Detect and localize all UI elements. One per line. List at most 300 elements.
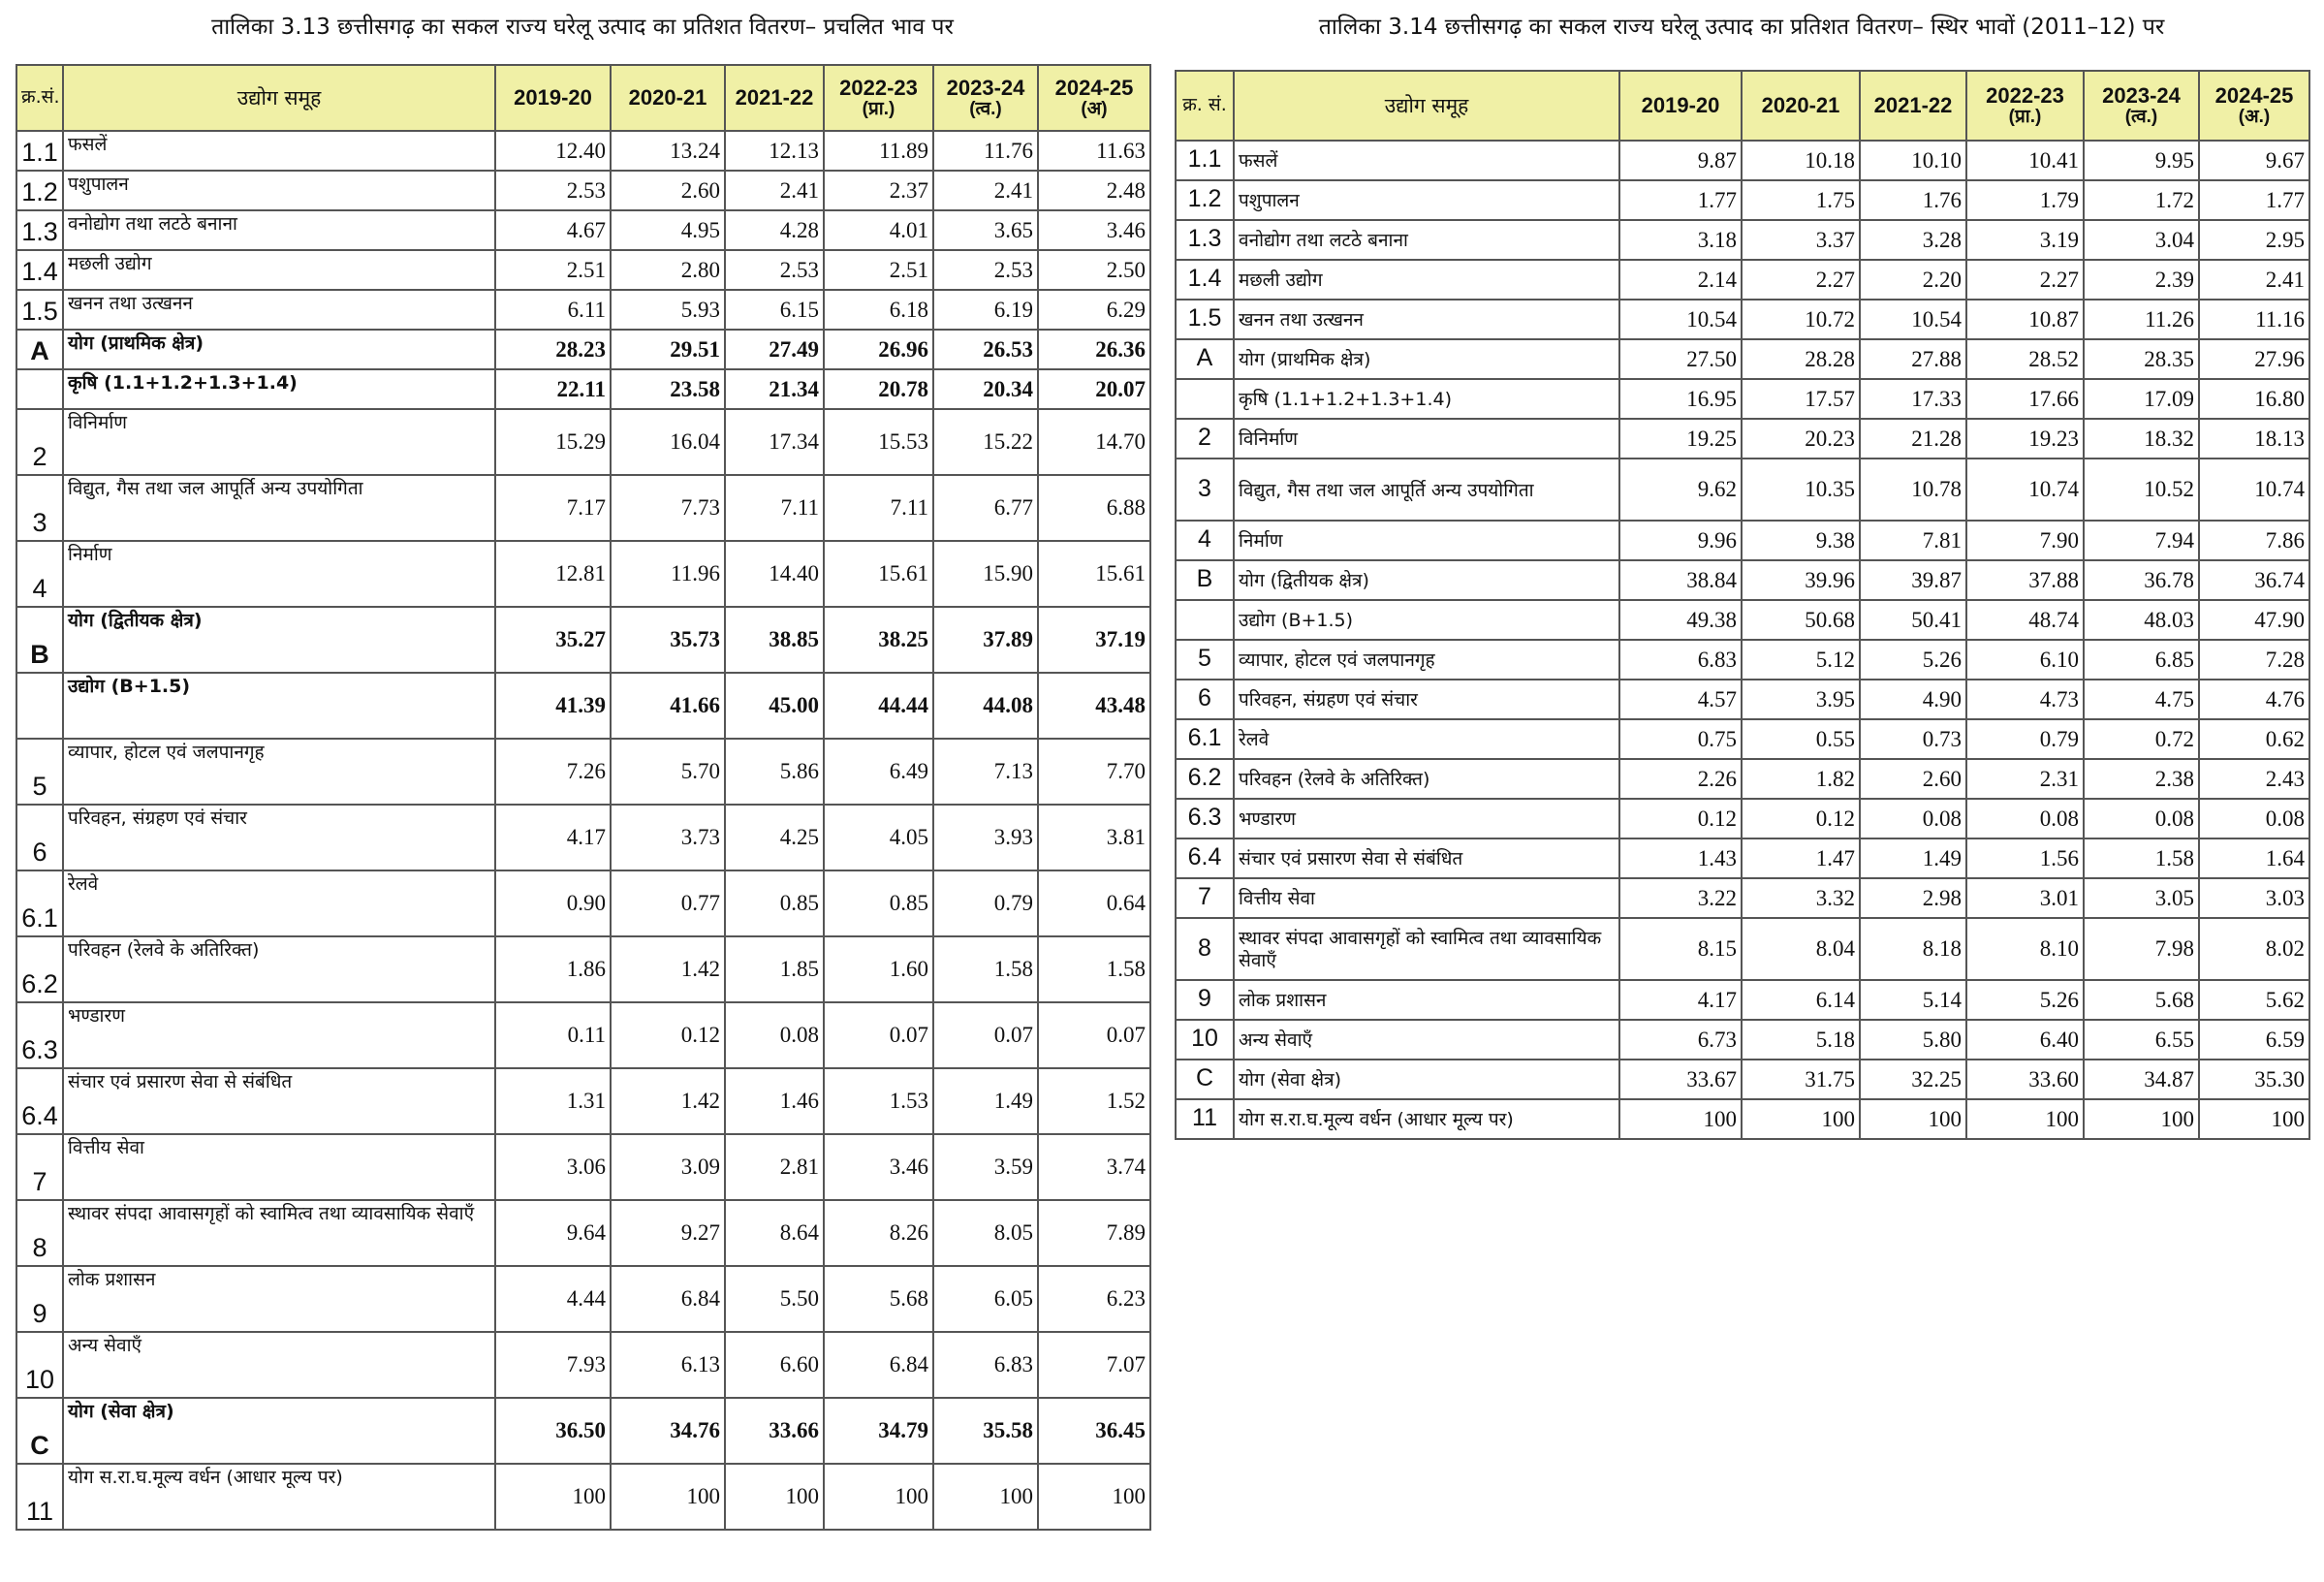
row-value: 20.23 bbox=[1742, 419, 1860, 459]
row-code: 6.3 bbox=[1176, 799, 1234, 838]
row-value: 6.14 bbox=[1742, 980, 1860, 1020]
row-industry-name: उद्योग (B+1.5) bbox=[63, 673, 495, 739]
row-value: 6.23 bbox=[1038, 1266, 1150, 1332]
row-code: 7 bbox=[16, 1134, 63, 1200]
row-industry-name: योग (प्राथमिक क्षेत्र) bbox=[63, 330, 495, 369]
row-value: 0.79 bbox=[1966, 719, 2084, 759]
row-industry-name: वनोद्योग तथा लटठे बनाना bbox=[1234, 220, 1619, 260]
row-industry-name: भण्डारण bbox=[63, 1002, 495, 1068]
row-code: B bbox=[1176, 560, 1234, 600]
row-value: 16.04 bbox=[611, 409, 725, 475]
row-value: 0.75 bbox=[1619, 719, 1742, 759]
row-value: 6.19 bbox=[933, 290, 1038, 330]
row-value: 1.75 bbox=[1742, 180, 1860, 220]
table-row bbox=[1176, 419, 2309, 459]
row-value: 7.07 bbox=[1038, 1332, 1150, 1398]
row-code: C bbox=[1176, 1060, 1234, 1099]
table-row bbox=[1176, 680, 2309, 719]
table-row bbox=[16, 369, 1150, 409]
row-value: 45.00 bbox=[725, 673, 824, 739]
row-value: 1.47 bbox=[1742, 838, 1860, 878]
row-value: 35.27 bbox=[495, 607, 611, 673]
row-value: 22.11 bbox=[495, 369, 611, 409]
row-value: 16.95 bbox=[1619, 379, 1742, 419]
row-value: 2.60 bbox=[1860, 759, 1966, 799]
table-row bbox=[1176, 799, 2309, 838]
row-industry-name: विद्युत, गैस तथा जल आपूर्ति अन्य उपयोगिता bbox=[63, 475, 495, 541]
row-code: 6.3 bbox=[16, 1002, 63, 1068]
row-value: 0.11 bbox=[495, 1002, 611, 1068]
row-value: 15.53 bbox=[824, 409, 933, 475]
row-value: 0.07 bbox=[933, 1002, 1038, 1068]
row-value: 6.83 bbox=[933, 1332, 1038, 1398]
table-row bbox=[1176, 980, 2309, 1020]
row-value: 2.14 bbox=[1619, 260, 1742, 300]
row-code: 1.3 bbox=[1176, 220, 1234, 260]
row-value: 0.55 bbox=[1742, 719, 1860, 759]
row-value: 2.37 bbox=[824, 171, 933, 210]
row-value: 9.67 bbox=[2199, 141, 2309, 180]
row-value: 0.07 bbox=[824, 1002, 933, 1068]
col-header-year: 2021-22 bbox=[725, 65, 824, 131]
row-value: 2.53 bbox=[495, 171, 611, 210]
row-value: 6.59 bbox=[2199, 1020, 2309, 1060]
table-row bbox=[16, 131, 1150, 171]
row-industry-name: विद्युत, गैस तथा जल आपूर्ति अन्य उपयोगिता bbox=[1234, 459, 1619, 521]
row-code: 1.5 bbox=[1176, 300, 1234, 339]
col-header-year: 2020-21 bbox=[1742, 71, 1860, 141]
row-value: 5.62 bbox=[2199, 980, 2309, 1020]
row-code: 1.2 bbox=[16, 171, 63, 210]
table-row bbox=[16, 290, 1150, 330]
row-value: 8.04 bbox=[1742, 918, 1860, 980]
row-code: 6 bbox=[16, 805, 63, 870]
table-row bbox=[16, 739, 1150, 805]
row-value: 0.64 bbox=[1038, 870, 1150, 936]
row-industry-name: कृषि (1.1+1.2+1.3+1.4) bbox=[63, 369, 495, 409]
table-row bbox=[16, 1134, 1150, 1200]
row-value: 4.17 bbox=[495, 805, 611, 870]
row-value: 44.44 bbox=[824, 673, 933, 739]
row-value: 14.40 bbox=[725, 541, 824, 607]
row-value: 36.74 bbox=[2199, 560, 2309, 600]
row-value: 3.59 bbox=[933, 1134, 1038, 1200]
row-value: 1.49 bbox=[933, 1068, 1038, 1134]
row-value: 3.05 bbox=[2084, 878, 2199, 918]
row-code bbox=[1176, 600, 1234, 640]
row-value: 6.10 bbox=[1966, 640, 2084, 680]
row-industry-name: रेलवे bbox=[63, 870, 495, 936]
row-code: 8 bbox=[1176, 918, 1234, 980]
row-value: 7.86 bbox=[2199, 521, 2309, 560]
row-value: 2.27 bbox=[1966, 260, 2084, 300]
row-value: 1.43 bbox=[1619, 838, 1742, 878]
row-value: 34.79 bbox=[824, 1398, 933, 1464]
row-code: 3 bbox=[16, 475, 63, 541]
row-code: 6.1 bbox=[16, 870, 63, 936]
row-code: 6.2 bbox=[16, 936, 63, 1002]
row-value: 17.09 bbox=[2084, 379, 2199, 419]
row-value: 1.58 bbox=[1038, 936, 1150, 1002]
row-industry-name: निर्माण bbox=[1234, 521, 1619, 560]
row-value: 6.13 bbox=[611, 1332, 725, 1398]
row-value: 2.53 bbox=[933, 250, 1038, 290]
row-value: 4.44 bbox=[495, 1266, 611, 1332]
row-value: 31.75 bbox=[1742, 1060, 1860, 1099]
row-value: 100 bbox=[824, 1464, 933, 1530]
row-industry-name: भण्डारण bbox=[1234, 799, 1619, 838]
row-industry-name: योग स.रा.घ.मूल्य वर्धन (आधार मूल्य पर) bbox=[63, 1464, 495, 1530]
row-value: 100 bbox=[1038, 1464, 1150, 1530]
row-code: 8 bbox=[16, 1200, 63, 1266]
table-row bbox=[16, 330, 1150, 369]
row-value: 11.63 bbox=[1038, 131, 1150, 171]
row-value: 2.60 bbox=[611, 171, 725, 210]
row-value: 11.89 bbox=[824, 131, 933, 171]
row-value: 3.04 bbox=[2084, 220, 2199, 260]
row-value: 0.08 bbox=[1966, 799, 2084, 838]
row-value: 33.60 bbox=[1966, 1060, 2084, 1099]
table-3-14-title: तालिका 3.14 छत्तीसगढ़ का सकल राज्य घरेलू उत्पाद का प्रतिशत वितरण– स्थिर भावों (2011–12) पर bbox=[1318, 15, 2165, 40]
row-value: 29.51 bbox=[611, 330, 725, 369]
table-row bbox=[16, 409, 1150, 475]
row-code: 10 bbox=[16, 1332, 63, 1398]
row-value: 26.36 bbox=[1038, 330, 1150, 369]
row-value: 2.27 bbox=[1742, 260, 1860, 300]
row-value: 41.66 bbox=[611, 673, 725, 739]
row-value: 2.81 bbox=[725, 1134, 824, 1200]
table-row bbox=[1176, 379, 2309, 419]
row-value: 6.88 bbox=[1038, 475, 1150, 541]
row-value: 34.76 bbox=[611, 1398, 725, 1464]
row-value: 2.98 bbox=[1860, 878, 1966, 918]
row-code: 11 bbox=[1176, 1099, 1234, 1139]
row-value: 7.94 bbox=[2084, 521, 2199, 560]
row-value: 8.02 bbox=[2199, 918, 2309, 980]
row-code: 1.1 bbox=[1176, 141, 1234, 180]
row-value: 0.77 bbox=[611, 870, 725, 936]
row-value: 2.41 bbox=[933, 171, 1038, 210]
row-value: 5.80 bbox=[1860, 1020, 1966, 1060]
row-value: 2.38 bbox=[2084, 759, 2199, 799]
row-value: 1.77 bbox=[1619, 180, 1742, 220]
row-industry-name: योग स.रा.घ.मूल्य वर्धन (आधार मूल्य पर) bbox=[1234, 1099, 1619, 1139]
row-code: 1.5 bbox=[16, 290, 63, 330]
row-value: 0.12 bbox=[1742, 799, 1860, 838]
row-industry-name: खनन तथा उत्खनन bbox=[63, 290, 495, 330]
row-industry-name: योग (प्राथमिक क्षेत्र) bbox=[1234, 339, 1619, 379]
row-industry-name: पशुपालन bbox=[1234, 180, 1619, 220]
table-3-14-panel bbox=[1175, 0, 2308, 1140]
col-header-year: 2019-20 bbox=[1619, 71, 1742, 141]
row-value: 0.85 bbox=[824, 870, 933, 936]
row-value: 10.72 bbox=[1742, 300, 1860, 339]
table-row bbox=[1176, 260, 2309, 300]
row-industry-name: वित्तीय सेवा bbox=[1234, 878, 1619, 918]
row-code: 6.4 bbox=[1176, 838, 1234, 878]
row-value: 2.39 bbox=[2084, 260, 2199, 300]
row-value: 1.31 bbox=[495, 1068, 611, 1134]
row-value: 38.84 bbox=[1619, 560, 1742, 600]
row-value: 18.13 bbox=[2199, 419, 2309, 459]
row-value: 3.74 bbox=[1038, 1134, 1150, 1200]
row-value: 15.22 bbox=[933, 409, 1038, 475]
row-value: 11.26 bbox=[2084, 300, 2199, 339]
table-row bbox=[1176, 339, 2309, 379]
row-industry-name: व्यापार, होटल एवं जलपानगृह bbox=[63, 739, 495, 805]
row-value: 10.54 bbox=[1619, 300, 1742, 339]
row-value: 2.31 bbox=[1966, 759, 2084, 799]
row-value: 47.90 bbox=[2199, 600, 2309, 640]
table-row bbox=[16, 1002, 1150, 1068]
table-row bbox=[16, 1200, 1150, 1266]
row-code bbox=[1176, 379, 1234, 419]
row-value: 2.41 bbox=[2199, 260, 2309, 300]
row-industry-name: रेलवे bbox=[1234, 719, 1619, 759]
row-value: 39.87 bbox=[1860, 560, 1966, 600]
row-value: 1.46 bbox=[725, 1068, 824, 1134]
row-value: 44.08 bbox=[933, 673, 1038, 739]
row-value: 2.41 bbox=[725, 171, 824, 210]
row-value: 4.01 bbox=[824, 210, 933, 250]
row-value: 21.34 bbox=[725, 369, 824, 409]
row-value: 33.66 bbox=[725, 1398, 824, 1464]
row-industry-name: स्थावर संपदा आवासगृहों को स्वामित्व तथा व्यावसायिक सेवाएँ bbox=[63, 1200, 495, 1266]
row-value: 26.53 bbox=[933, 330, 1038, 369]
row-code: 7 bbox=[1176, 878, 1234, 918]
row-value: 16.80 bbox=[2199, 379, 2309, 419]
row-value: 10.78 bbox=[1860, 459, 1966, 521]
row-value: 37.88 bbox=[1966, 560, 2084, 600]
row-code: 6 bbox=[1176, 680, 1234, 719]
col-header-year: 2019-20 bbox=[495, 65, 611, 131]
row-value: 3.01 bbox=[1966, 878, 2084, 918]
row-code: 2 bbox=[1176, 419, 1234, 459]
row-value: 3.37 bbox=[1742, 220, 1860, 260]
row-value: 36.78 bbox=[2084, 560, 2199, 600]
row-value: 7.28 bbox=[2199, 640, 2309, 680]
row-value: 50.68 bbox=[1742, 600, 1860, 640]
row-value: 41.39 bbox=[495, 673, 611, 739]
col-header-year: 2022-23 (प्रा.) bbox=[1966, 71, 2084, 141]
row-value: 3.18 bbox=[1619, 220, 1742, 260]
row-value: 100 bbox=[1860, 1099, 1966, 1139]
row-industry-name: योग (सेवा क्षेत्र) bbox=[1234, 1060, 1619, 1099]
row-industry-name: व्यापार, होटल एवं जलपानगृह bbox=[1234, 640, 1619, 680]
col-header-year: 2023-24 (त्व.) bbox=[933, 65, 1038, 131]
row-value: 2.51 bbox=[824, 250, 933, 290]
row-value: 37.19 bbox=[1038, 607, 1150, 673]
table-row bbox=[16, 936, 1150, 1002]
header-row bbox=[16, 65, 1150, 131]
row-value: 36.50 bbox=[495, 1398, 611, 1464]
row-value: 5.26 bbox=[1860, 640, 1966, 680]
row-industry-name: योग (द्वितीयक क्षेत्र) bbox=[63, 607, 495, 673]
table-3-13 bbox=[16, 64, 1151, 1531]
row-value: 6.60 bbox=[725, 1332, 824, 1398]
row-value: 3.46 bbox=[824, 1134, 933, 1200]
row-value: 0.73 bbox=[1860, 719, 1966, 759]
table-row bbox=[16, 607, 1150, 673]
row-code: 3 bbox=[1176, 459, 1234, 521]
row-value: 6.40 bbox=[1966, 1020, 2084, 1060]
row-code: 9 bbox=[16, 1266, 63, 1332]
row-value: 3.73 bbox=[611, 805, 725, 870]
row-value: 10.10 bbox=[1860, 141, 1966, 180]
row-value: 20.34 bbox=[933, 369, 1038, 409]
row-code bbox=[16, 673, 63, 739]
row-value: 49.38 bbox=[1619, 600, 1742, 640]
row-industry-name: फसलें bbox=[63, 131, 495, 171]
row-value: 0.12 bbox=[611, 1002, 725, 1068]
row-value: 28.52 bbox=[1966, 339, 2084, 379]
row-code: 4 bbox=[1176, 521, 1234, 560]
row-value: 39.96 bbox=[1742, 560, 1860, 600]
row-value: 0.85 bbox=[725, 870, 824, 936]
row-value: 9.95 bbox=[2084, 141, 2199, 180]
row-value: 17.66 bbox=[1966, 379, 2084, 419]
row-value: 1.64 bbox=[2199, 838, 2309, 878]
table-row bbox=[1176, 1060, 2309, 1099]
row-value: 1.56 bbox=[1966, 838, 2084, 878]
row-value: 7.73 bbox=[611, 475, 725, 541]
table-row bbox=[1176, 141, 2309, 180]
row-value: 100 bbox=[1619, 1099, 1742, 1139]
row-value: 37.89 bbox=[933, 607, 1038, 673]
row-value: 10.35 bbox=[1742, 459, 1860, 521]
row-value: 0.08 bbox=[2084, 799, 2199, 838]
row-value: 100 bbox=[1966, 1099, 2084, 1139]
row-industry-name: वनोद्योग तथा लटठे बनाना bbox=[63, 210, 495, 250]
row-value: 1.49 bbox=[1860, 838, 1966, 878]
row-value: 7.11 bbox=[725, 475, 824, 541]
row-code: 4 bbox=[16, 541, 63, 607]
row-value: 6.77 bbox=[933, 475, 1038, 541]
row-industry-name: लोक प्रशासन bbox=[63, 1266, 495, 1332]
row-value: 0.62 bbox=[2199, 719, 2309, 759]
table-row bbox=[1176, 521, 2309, 560]
row-value: 14.70 bbox=[1038, 409, 1150, 475]
table-3-13-body bbox=[16, 131, 1150, 1530]
row-value: 11.76 bbox=[933, 131, 1038, 171]
row-value: 15.29 bbox=[495, 409, 611, 475]
row-code: 6.2 bbox=[1176, 759, 1234, 799]
row-value: 8.18 bbox=[1860, 918, 1966, 980]
row-value: 3.28 bbox=[1860, 220, 1966, 260]
row-value: 32.25 bbox=[1860, 1060, 1966, 1099]
row-industry-name: विनिर्माण bbox=[1234, 419, 1619, 459]
table-row bbox=[1176, 180, 2309, 220]
row-value: 7.70 bbox=[1038, 739, 1150, 805]
row-value: 5.68 bbox=[2084, 980, 2199, 1020]
row-industry-name: अन्य सेवाएँ bbox=[1234, 1020, 1619, 1060]
row-value: 28.35 bbox=[2084, 339, 2199, 379]
row-value: 7.93 bbox=[495, 1332, 611, 1398]
row-value: 4.95 bbox=[611, 210, 725, 250]
row-value: 100 bbox=[2199, 1099, 2309, 1139]
row-value: 3.06 bbox=[495, 1134, 611, 1200]
row-value: 4.25 bbox=[725, 805, 824, 870]
row-value: 100 bbox=[933, 1464, 1038, 1530]
row-value: 6.85 bbox=[2084, 640, 2199, 680]
row-code: 5 bbox=[16, 739, 63, 805]
row-value: 10.87 bbox=[1966, 300, 2084, 339]
row-industry-name: योग (द्वितीयक क्षेत्र) bbox=[1234, 560, 1619, 600]
row-value: 1.72 bbox=[2084, 180, 2199, 220]
row-value: 100 bbox=[1742, 1099, 1860, 1139]
table-3-14 bbox=[1175, 70, 2310, 1140]
row-value: 5.18 bbox=[1742, 1020, 1860, 1060]
row-code: 1.1 bbox=[16, 131, 63, 171]
row-value: 5.93 bbox=[611, 290, 725, 330]
row-value: 27.88 bbox=[1860, 339, 1966, 379]
row-value: 8.26 bbox=[824, 1200, 933, 1266]
row-value: 6.83 bbox=[1619, 640, 1742, 680]
table-row bbox=[1176, 560, 2309, 600]
row-value: 7.90 bbox=[1966, 521, 2084, 560]
row-value: 1.77 bbox=[2199, 180, 2309, 220]
row-value: 27.50 bbox=[1619, 339, 1742, 379]
table-row bbox=[1176, 759, 2309, 799]
table-row bbox=[16, 1332, 1150, 1398]
row-value: 11.96 bbox=[611, 541, 725, 607]
table-row bbox=[16, 805, 1150, 870]
table-row bbox=[1176, 838, 2309, 878]
row-value: 7.89 bbox=[1038, 1200, 1150, 1266]
row-industry-name: लोक प्रशासन bbox=[1234, 980, 1619, 1020]
row-value: 1.58 bbox=[933, 936, 1038, 1002]
col-header-year: 2023-24 (त्व.) bbox=[2084, 71, 2199, 141]
row-value: 36.45 bbox=[1038, 1398, 1150, 1464]
row-code: 1.2 bbox=[1176, 180, 1234, 220]
row-value: 50.41 bbox=[1860, 600, 1966, 640]
row-value: 9.96 bbox=[1619, 521, 1742, 560]
row-value: 7.11 bbox=[824, 475, 933, 541]
row-value: 2.95 bbox=[2199, 220, 2309, 260]
row-value: 3.32 bbox=[1742, 878, 1860, 918]
row-code: 11 bbox=[16, 1464, 63, 1530]
col-header-code: क्र. सं. bbox=[1176, 71, 1234, 141]
table-row bbox=[1176, 719, 2309, 759]
table-row bbox=[16, 870, 1150, 936]
col-header-year: 2024-25 (अ.) bbox=[2199, 71, 2309, 141]
row-value: 7.26 bbox=[495, 739, 611, 805]
row-value: 0.08 bbox=[725, 1002, 824, 1068]
row-code: 1.4 bbox=[16, 250, 63, 290]
row-value: 4.28 bbox=[725, 210, 824, 250]
row-value: 8.64 bbox=[725, 1200, 824, 1266]
row-code: 9 bbox=[1176, 980, 1234, 1020]
row-code: C bbox=[16, 1398, 63, 1464]
row-value: 6.11 bbox=[495, 290, 611, 330]
row-value: 1.76 bbox=[1860, 180, 1966, 220]
row-value: 0.12 bbox=[1619, 799, 1742, 838]
row-value: 9.87 bbox=[1619, 141, 1742, 180]
row-industry-name: खनन तथा उत्खनन bbox=[1234, 300, 1619, 339]
row-value: 20.78 bbox=[824, 369, 933, 409]
row-value: 2.26 bbox=[1619, 759, 1742, 799]
row-code: 2 bbox=[16, 409, 63, 475]
row-value: 100 bbox=[725, 1464, 824, 1530]
row-value: 5.50 bbox=[725, 1266, 824, 1332]
row-value: 100 bbox=[495, 1464, 611, 1530]
row-value: 0.72 bbox=[2084, 719, 2199, 759]
table-row bbox=[16, 541, 1150, 607]
row-value: 15.90 bbox=[933, 541, 1038, 607]
row-value: 8.10 bbox=[1966, 918, 2084, 980]
row-value: 18.32 bbox=[2084, 419, 2199, 459]
row-value: 4.75 bbox=[2084, 680, 2199, 719]
